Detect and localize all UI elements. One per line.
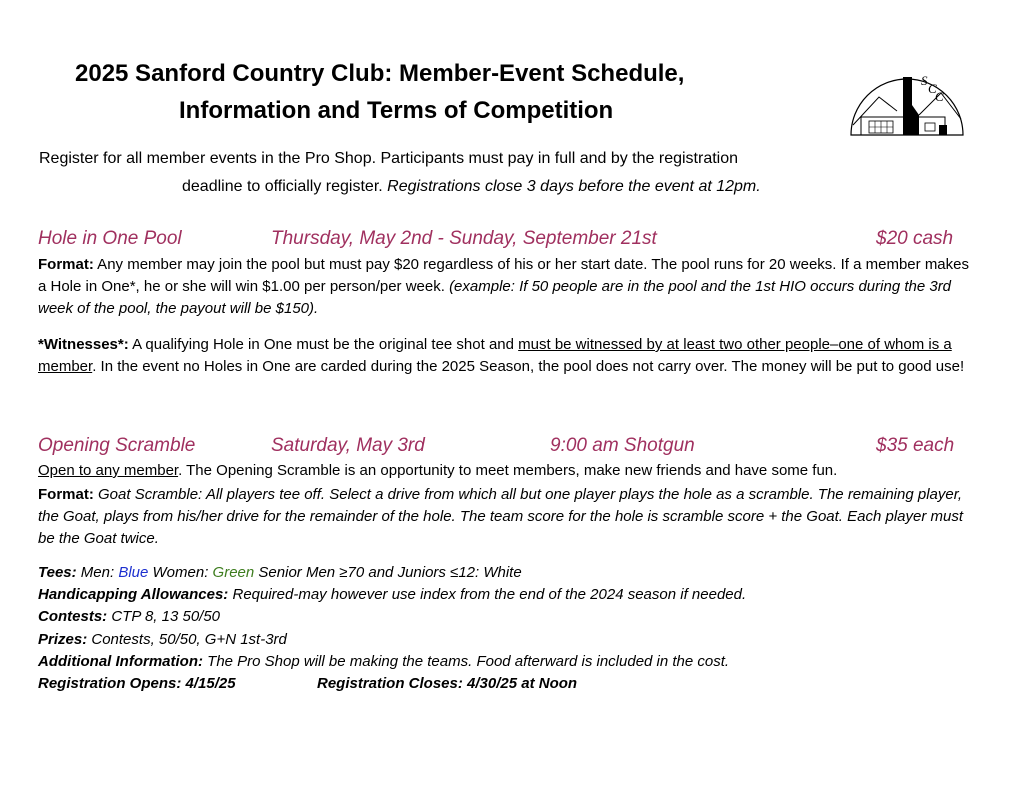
scramble-prizes: Prizes: Contests, 50/50, G+N 1st-3rd (38, 631, 287, 648)
page-title-line-2: Information and Terms of Competition (179, 97, 614, 124)
registration-line-2: deadline to officially register. Registrations close 3 days before the event at 12pm. (182, 178, 761, 195)
club-logo (849, 65, 965, 137)
scramble-registration-closes: Registration Closes: 4/30/25 at Noon (317, 675, 578, 692)
event-dates: Thursday, May 2nd - Sunday, September 21st (271, 228, 657, 249)
event-name: Opening Scramble (38, 435, 196, 456)
scramble-open-to: Open to any member. The Opening Scramble is an opportunity to meet members, make new friends and have some fun. (38, 462, 838, 479)
event-price: $20 cash (876, 228, 954, 249)
event-name: Hole in One Pool (38, 228, 182, 249)
scramble-additional-info: Additional Information: The Pro Shop will be making the teams. Food afterward is included in the cost. (38, 653, 730, 670)
scramble-format: Format: Goat Scramble: All players tee off. Select a drive from which all but one player plays the hole as a scramble. The remaining player, the Goat, plays from his/her drive for the remainder of the hole. The team score for the hole is scramble score + the Goat. Each player must be the Goat twice. (38, 486, 964, 547)
svg-text:C: C (935, 89, 944, 104)
registration-line-1: Register for all member events in the Pro Shop. Participants must pay in full and by the registration (39, 150, 739, 167)
event-date: Saturday, May 3rd (271, 435, 425, 456)
svg-text:C: C (928, 81, 937, 96)
hole-in-one-witnesses: *Witnesses*: A qualifying Hole in One must be the original tee shot and must be witnessed by at least two other people–one of whom is a member. In the event no Holes in One are carded during the 2025 Season, the pool does not carry over. The money will be put to good use! (38, 336, 965, 375)
scramble-tees: Tees: Men: Blue Women: Green Senior Men ≥70 and Juniors ≤12: White (38, 564, 522, 581)
event-price: $35 each (876, 435, 955, 456)
scramble-contests: Contests: CTP 8, 13 50/50 (38, 608, 221, 625)
event-time: 9:00 am Shotgun (550, 435, 695, 456)
page-title-line-1: 2025 Sanford Country Club: Member-Event Schedule, (75, 60, 685, 87)
hole-in-one-format: Format: Any member may join the pool but must pay $20 regardless of his or her start date. The pool runs for 20 weeks. If a member makes a Hole in One*, he or she will win $1.00 per person/per week. (example: If 50 people are in the pool and the 1st HIO occurs during the 3rd week of the pool, the payout will be $150). (38, 256, 969, 317)
scramble-handicap: Handicapping Allowances: Required-may however use index from the end of the 2024 season if needed. (38, 586, 747, 603)
scramble-registration-opens: Registration Opens: 4/15/25 (38, 675, 236, 692)
svg-text:S: S (921, 73, 928, 88)
hole-in-one-header (38, 228, 960, 252)
opening-scramble-header (38, 435, 960, 459)
